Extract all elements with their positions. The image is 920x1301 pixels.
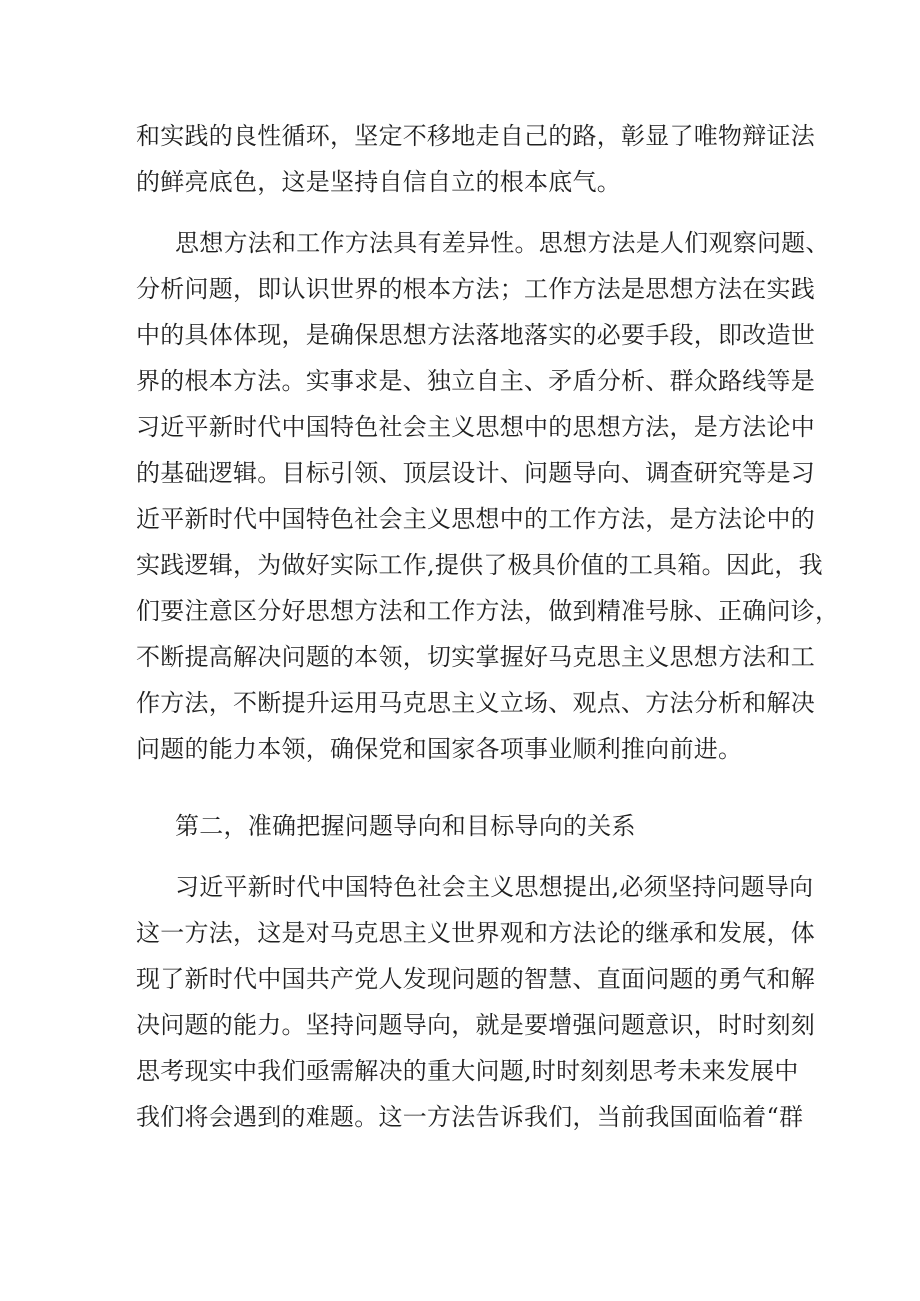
paragraph-line: 我们将会遇到的难题。这一方法告诉我们，当前我国面临着“群 <box>136 1103 804 1131</box>
paragraph-line: 现了新时代中国共产党人发现问题的智慧、直面问题的勇气和解 <box>136 965 815 993</box>
section-heading: 第二，准确把握问题导向和目标导向的关系 <box>175 812 636 840</box>
section-heading-block <box>136 803 790 849</box>
paragraph-line: 分析问题，即认识世界的根本方法；工作方法是思想方法在实践 <box>136 275 815 303</box>
paragraph-line: 习近平新时代中国特色社会主义思想提出,必须坚持问题导向 <box>175 873 814 901</box>
paragraph-line: 不断提高解决问题的本领，切实掌握好马克思主义思想方法和工 <box>136 643 815 671</box>
paragraph-line: 界的根本方法。实事求是、独立自主、矛盾分析、群众路线等是 <box>136 367 815 395</box>
paragraph-line: 中的具体体现，是确保思想方法落地落实的必要手段，即改造世 <box>136 321 815 349</box>
paragraph-line: 这一方法，这是对马克思主义世界观和方法论的继承和发展，体 <box>136 919 815 947</box>
paragraph-line: 和实践的良性循环，坚定不移地走自己的路，彰显了唯物辩证法 <box>136 122 815 150</box>
paragraph-methods <box>136 220 840 772</box>
paragraph-line: 习近平新时代中国特色社会主义思想中的思想方法，是方法论中 <box>136 413 815 441</box>
paragraph-line: 的基础逻辑。目标引领、顶层设计、问题导向、调查研究等是习 <box>136 459 815 487</box>
paragraph-continuation <box>136 113 815 205</box>
paragraph-problem-orientation <box>136 864 815 1140</box>
paragraph-line: 实践逻辑，为做好实际工作,提供了极具价值的工具箱。因此，我 <box>136 551 823 579</box>
paragraph-line: 问题的能力本领，确保党和国家各项事业顺利推向前进。 <box>136 735 743 763</box>
paragraph-line: 决问题的能力。坚持问题导向，就是要增强问题意识，时时刻刻 <box>136 1011 815 1039</box>
paragraph-line: 近平新时代中国特色社会主义思想中的工作方法，是方法论中的 <box>136 505 815 533</box>
paragraph-line: 思想方法和工作方法具有差异性。思想方法是人们观察问题、 <box>175 229 830 257</box>
paragraph-line: 们要注意区分好思想方法和工作方法，做到精准号脉、正确问诊， <box>136 597 840 625</box>
paragraph-line: 作方法，不断提升运用马克思主义立场、观点、方法分析和解决 <box>136 689 815 717</box>
paragraph-line: 思考现实中我们亟需解决的重大问题,时时刻刻思考未来发展中 <box>136 1057 799 1085</box>
paragraph-line: 的鲜亮底色，这是坚持自信自立的根本底气。 <box>136 168 621 196</box>
